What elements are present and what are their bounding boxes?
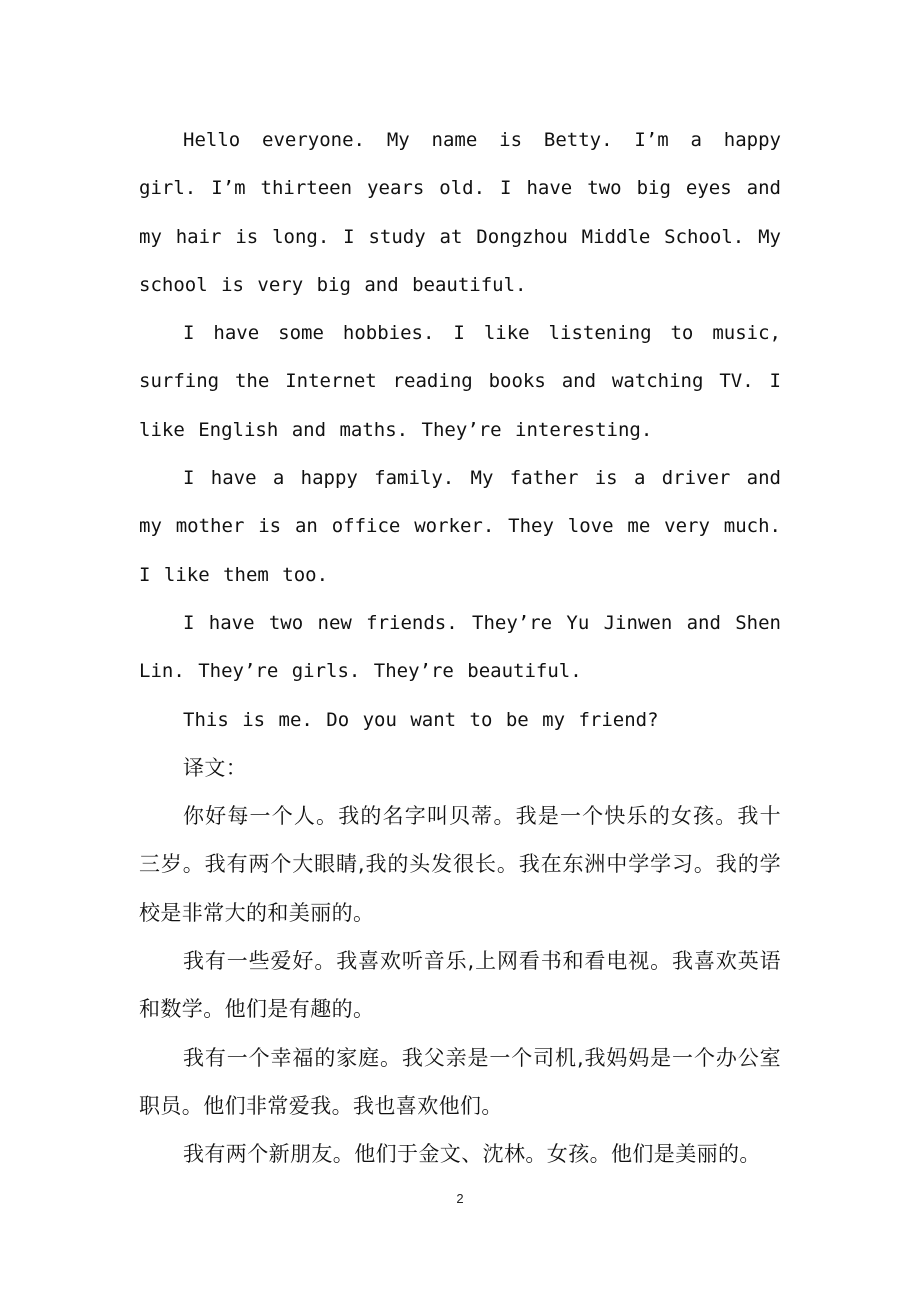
paragraph-friends: I have two new friends. They’re Yu Jinwen and Shen Lin. They’re girls. They’re beautiful. <box>139 611 781 683</box>
paragraph-introduction: Hello everyone. My name is Betty. I’m a happy girl. I’m thirteen years old. I have two big eyes and my hair is long. I study at Dongzhou Middle School. My school is very big and beautiful. <box>139 129 781 296</box>
document-body <box>139 116 781 1179</box>
page-number: 2 <box>456 1191 464 1206</box>
translation-label: 译文： <box>183 755 248 780</box>
translation-paragraph-friends: 我有两个新朋友。他们于金文、沈林。女孩。他们是美丽的。 <box>183 1142 761 1167</box>
paragraph-closing: This is me. Do you want to be my friend? <box>183 708 659 731</box>
paragraph-hobbies: I have some hobbies. I like listening to music, surfing the Internet reading books and watching TV. I like English and maths. They’re interesting. <box>139 322 781 441</box>
paragraph-family: I have a happy family. My father is a driver and my mother is an office worker. They love me very much. I like them too. <box>139 467 781 586</box>
translation-paragraph-family: 我有一个幸福的家庭。我父亲是一个司机,我妈妈是一个办公室职员。他们非常爱我。我也喜欢他们。 <box>139 1045 781 1118</box>
translation-paragraph-hobbies: 我有一些爱好。我喜欢听音乐,上网看书和看电视。我喜欢英语和数学。他们是有趣的。 <box>139 949 781 1022</box>
translation-paragraph-introduction: 你好每一个人。我的名字叫贝蒂。我是一个快乐的女孩。我十三岁。我有两个大眼睛,我的头发很长。我在东洲中学学习。我的学校是非常大的和美丽的。 <box>139 804 781 925</box>
